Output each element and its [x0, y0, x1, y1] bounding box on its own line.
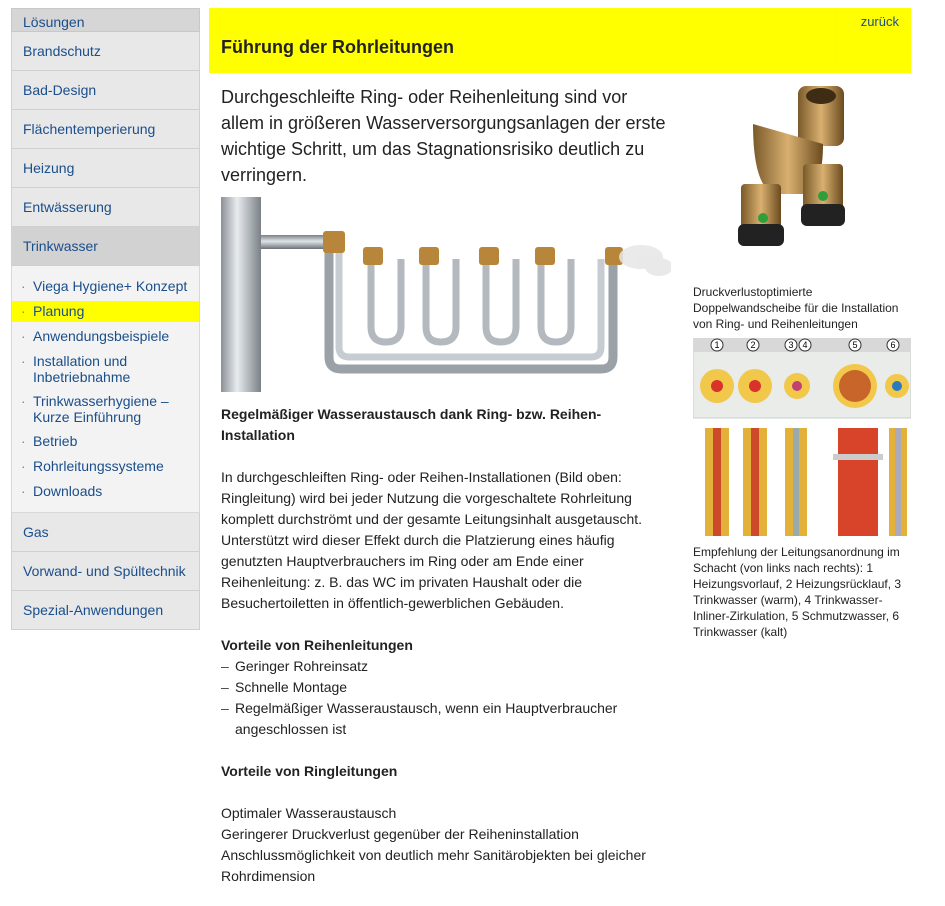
bullet-dot: ·	[21, 483, 26, 499]
sidebar-header-loesungen[interactable]: Lösungen	[11, 8, 200, 32]
diagram-number-1: 1	[714, 340, 720, 350]
subnav-label: Viega Hygiene+ Konzept	[33, 278, 188, 294]
subnav-item-hygiene-konzept[interactable]	[12, 276, 199, 297]
subnav-label: Downloads	[33, 483, 103, 499]
bullet-dot: ·	[21, 393, 26, 409]
bullet-dot: ·	[21, 303, 26, 319]
subnav-item-downloads[interactable]	[12, 481, 199, 502]
sidebar-item-flaechentemperierung[interactable]: Flächentemperierung	[11, 110, 200, 149]
shaft-layout-diagram	[693, 338, 911, 536]
subnav-item-anwendungsbeispiele[interactable]	[12, 326, 199, 347]
text-line: Anschlussmöglichkeit von deutlich mehr Sanitärobjekten bei gleicher Rohrdimension	[221, 847, 646, 884]
section-heading: Vorteile von Ringleitungen	[221, 763, 398, 779]
sidebar-item-gas[interactable]: Gas	[11, 513, 200, 552]
bullet-dot: ·	[21, 278, 26, 294]
list-item: – Geringer Rohreinsatz	[221, 656, 671, 677]
subnav-label: Trinkwasserhygiene – Kurze Einführung	[33, 393, 169, 425]
fitting-caption: Druckverlustoptimierte Doppelwandscheibe für die Installation von Ring- und Reihenleitungen	[693, 285, 899, 331]
sidebar-item-vorwand[interactable]: Vorwand- und Spültechnik	[11, 552, 200, 591]
subnav-label: Rohrleitungssysteme	[33, 458, 164, 474]
diagram-number-6: 6	[890, 340, 896, 350]
subnav-label: Betrieb	[33, 433, 78, 449]
page-header	[209, 8, 911, 73]
list-item: – Schnelle Montage	[221, 677, 671, 698]
sidebar-nav	[11, 8, 200, 630]
subnav-item-rohrleitungssysteme[interactable]	[12, 456, 199, 477]
sidebar-subnav	[11, 266, 200, 513]
right-column	[693, 84, 911, 640]
intro-text: Durchgeschleifte Ring- oder Reihenleitung sind vor allem in größeren Wasserversorgungsanlagen der erste wichtige Schritt, um das Stagnationsrisiko deutlich zu verringern.	[221, 87, 666, 185]
subnav-item-planung[interactable]	[12, 301, 199, 322]
sidebar-item-heizung[interactable]: Heizung	[11, 149, 200, 188]
ring-pipe-illustration	[221, 197, 671, 392]
header-divider	[835, 8, 836, 68]
subnav-item-betrieb[interactable]	[12, 431, 199, 452]
section-paragraph: In durchgeschleiften Ring- oder Reihen-Installationen (Bild oben: Ringleitung) wird bei jeder Nutzung die vorgeschaltete Rohrleitung komplett durchströmt und der gesamte Leitungsinhalt ausgetauscht. Unterstützt wird dieser Effekt durch die Platzierung eines häufig genutzten Hauptverbrauchers im Ring oder am Ende einer Reihenleitung: z. B. das WC im privaten Haushalt oder die Besuchertoiletten in öffentlich-gewerblichen Gebäuden.	[221, 469, 643, 611]
text-line: Optimaler Wasseraustausch	[221, 805, 397, 821]
diagram-caption: Empfehlung der Leitungsanordnung im Schacht (von links nach rechts): 1 Heizungsvorlauf, 2 Heizungsrücklauf, 3 Trinkwasser (warm), 4 Trinkwasser-Inliner-Zirkulation, 5 Schmutzwasser, 6 Trinkwasser (kalt)	[693, 545, 902, 639]
text-line: Geringerer Druckverlust gegenüber der Reiheninstallation	[221, 826, 579, 842]
list-item: – Regelmäßiger Wasseraustausch, wenn ein Hauptverbraucher angeschlossen ist	[221, 698, 671, 740]
subnav-item-trinkwasserhygiene[interactable]	[12, 391, 199, 427]
subnav-label: Planung	[33, 303, 85, 319]
diagram-number-2: 2	[750, 340, 756, 350]
bullet-dot: ·	[21, 353, 26, 369]
sidebar-item-bad-design[interactable]: Bad-Design	[11, 71, 200, 110]
section-heading: Regelmäßiger Wasseraustausch dank Ring- bzw. Reihen-Installation	[221, 406, 602, 443]
diagram-number-5: 5	[852, 340, 858, 350]
bullet-dot: ·	[21, 433, 26, 449]
fitting-image	[693, 84, 911, 280]
advantages-list	[221, 656, 671, 740]
sidebar-item-entwaesserung[interactable]: Entwässerung	[11, 188, 200, 227]
main-content	[221, 404, 671, 887]
section-heading: Vorteile von Reihenleitungen	[221, 637, 413, 653]
sidebar-item-trinkwasser[interactable]: Trinkwasser	[11, 227, 200, 266]
sidebar-item-brandschutz[interactable]: Brandschutz	[11, 32, 200, 71]
subnav-item-installation[interactable]	[12, 351, 199, 387]
diagram-number-4: 4	[802, 340, 808, 350]
subnav-label: Installation und Inbetriebnahme	[33, 353, 131, 385]
page-title: Führung der Rohrleitungen	[221, 37, 454, 57]
bullet-dot: ·	[21, 328, 26, 344]
subnav-label: Anwendungsbeispiele	[33, 328, 170, 344]
bullet-dot: ·	[21, 458, 26, 474]
back-link[interactable]: zurück	[860, 14, 899, 29]
diagram-number-3: 3	[788, 340, 794, 350]
sidebar-item-spezial[interactable]: Spezial-Anwendungen	[11, 591, 200, 630]
